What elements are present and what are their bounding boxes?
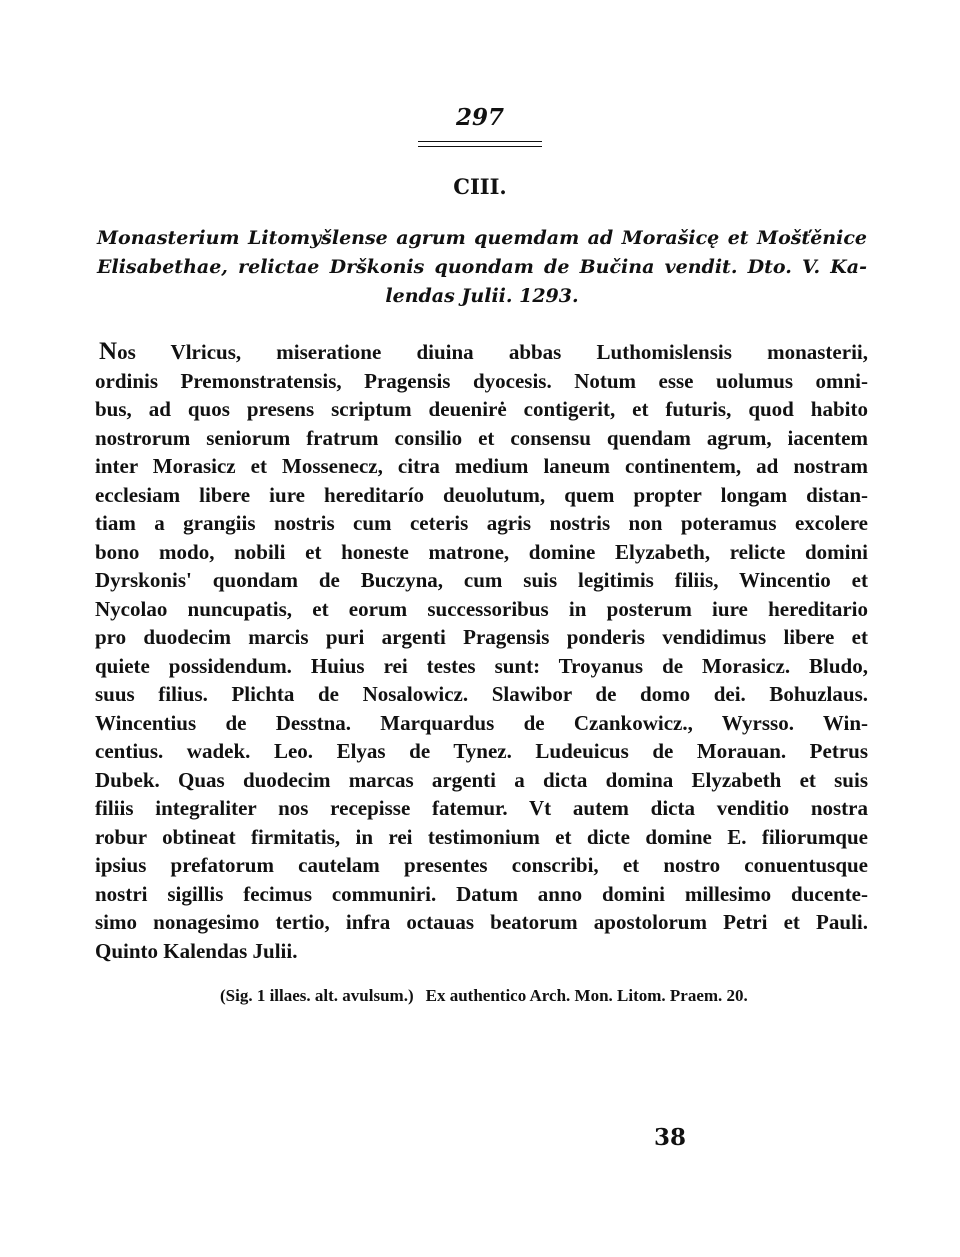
body-line: inter Morasicz et Mossenecz, citra medium laneum continentem, ad nostram xyxy=(95,454,868,478)
body-line: robur obtineat firmitatis, in rei testimonium et dicte domine E. filiorumque xyxy=(95,824,868,849)
seal-note: (Sig. 1 illaes. alt. avulsum.) xyxy=(220,986,414,1005)
body-line: ordinis Premonstratensis, Pragensis dyocesis. Notum esse uolumus omni- xyxy=(95,368,868,393)
body-line: simo nonagesimo tertio, infra octauas beatorum apostolorum Petri et Pauli. xyxy=(95,910,868,934)
body-line: ecclesiam libere iure hereditarío deuolutum, quem propter longam distan- xyxy=(95,482,868,507)
body-line: Dubek. Quas duodecim marcas argenti a dicta domina Elyzabeth et suis xyxy=(95,767,868,792)
document-number: CIII. xyxy=(453,174,507,199)
body-line: ipsius prefatorum cautelam presentes conscribi, et nostro conuentusque xyxy=(95,853,868,877)
regest-line: lendas Julii. 1293. xyxy=(385,285,579,307)
page-number: 297 xyxy=(455,104,504,131)
body-line: quiete possidendum. Huius rei testes sunt: Troyanus de Morasicz. Bludo, xyxy=(95,653,868,678)
body-line: bono modo, nobili et honeste matrone, domine Elyzabeth, relicte domini xyxy=(95,539,868,564)
body-line: bus, ad quos presens scriptum deuenirė contigerit, et futuris, quod habito xyxy=(95,397,868,421)
signature-mark: 38 xyxy=(653,1124,686,1151)
body-line: filiis integraliter nos recepisse fatemur. Vt autem dicta venditio nostra xyxy=(95,796,868,820)
body-line xyxy=(95,338,868,367)
source-note xyxy=(220,986,860,1006)
body-line: tiam a grangiis nostris cum ceteris agris nostris non poteramus excolere xyxy=(95,511,868,535)
body-line: suus filius. Plichta de Nosalowicz. Slawibor de domo dei. Bohuzlaus. xyxy=(95,682,868,706)
regest-line: Elisabethae, relictae Drškonis quondam de Bučina vendit. Dto. V. Ka- xyxy=(97,256,867,278)
body-line: Dyrskonis' quondam de Buczyna, cum suis legitimis filiis, Wincentio et xyxy=(95,568,868,592)
document-body xyxy=(95,338,868,965)
body-line: nostri sigillis fecimus communiri. Datum anno domini millesimo ducente- xyxy=(95,881,868,906)
body-line: Quinto Kalendas Julii. xyxy=(95,938,298,963)
body-line: centius. wadek. Leo. Elyas de Tynez. Ludeuicus de Morauan. Petrus xyxy=(95,739,868,763)
body-line: Nycolao nuncupatis, et eorum successoribus in posterum iure hereditario xyxy=(95,596,868,621)
header-rule xyxy=(418,141,542,147)
body-line: nostrorum seniorum fratrum consilio et consensu quendam agrum, iacentem xyxy=(95,425,868,450)
regest xyxy=(97,224,867,311)
archive-note: Ex authentico Arch. Mon. Litom. Praem. 20. xyxy=(425,986,748,1005)
regest-line: Monasterium Litomyšlense agrum quemdam ad Morašicę et Mošťěnice xyxy=(97,227,867,249)
body-line: Wincentius de Desstna. Marquardus de Czankowicz., Wyrsso. Win- xyxy=(95,710,868,735)
body-line: pro duodecim marcis puri argenti Pragensis ponderis vendidimus libere et xyxy=(95,625,868,649)
initial-letter: N xyxy=(99,338,118,365)
body-line-text: os Vlricus, miseratione diuina abbas Luthomislensis monasterii, xyxy=(117,340,868,364)
